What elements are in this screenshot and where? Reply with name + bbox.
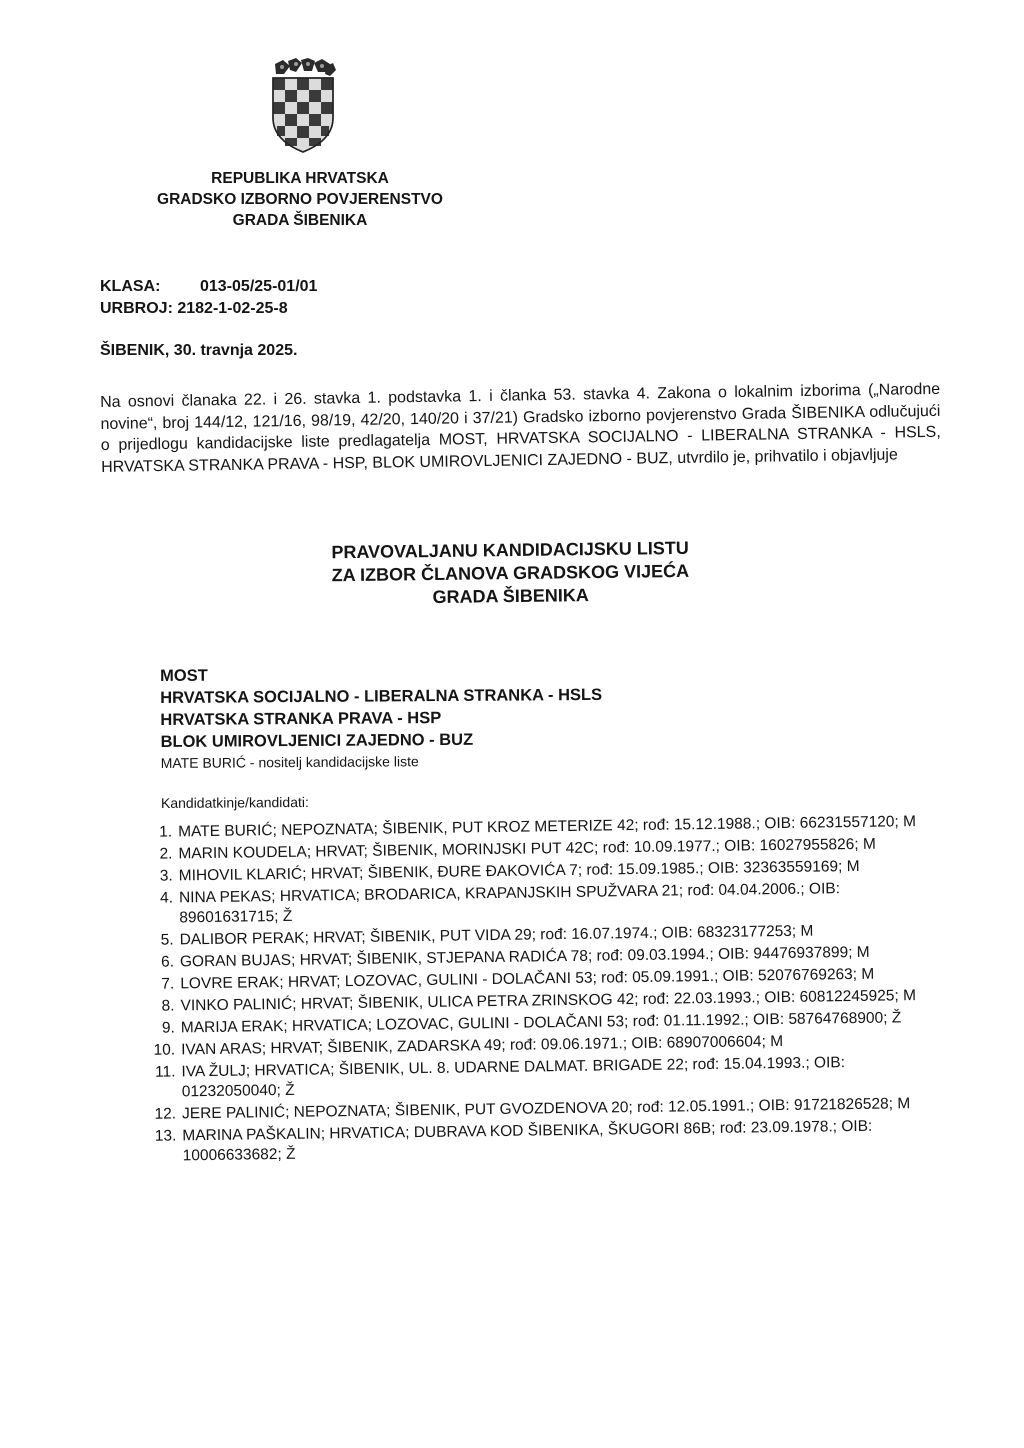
issuer-line-3: GRADA ŠIBENIKA: [232, 212, 368, 229]
candidate-number: 3.: [159, 867, 173, 885]
urbroj-label: URBROJ:: [100, 300, 173, 317]
candidate-entry: JERE PALINIĆ; NEPOZNATA; ŠIBENIK, PUT GVOZDENOVA 20; rođ: 12.05.1991.; OIB: 91721826528; M: [181, 1095, 911, 1123]
candidate-number: 13.: [154, 1127, 177, 1145]
issuer-line-2: GRADSKO IZBORNO POVJERENSTVO: [157, 191, 443, 208]
candidate-entry: GORAN BUJAS; HRVAT; ŠIBENIK, STJEPANA RADIĆA 78; rođ: 09.03.1994.; OIB: 94476937899; M: [179, 943, 870, 971]
candidate-entry: IVA ŽULJ; HRVATICA; ŠIBENIK, UL. 8. UDARNE DALMAT. BRIGADE 22; rođ: 15.04.1993.; OIB: 01232050040; Ž: [181, 1054, 846, 1101]
candidate-number: 5.: [160, 931, 174, 949]
candidates-heading: Kandidatkinje/kandidati:: [160, 793, 309, 811]
candidates-list: [136, 812, 941, 1169]
candidate-number: 11.: [154, 1063, 176, 1081]
candidate-number: 10.: [153, 1041, 176, 1059]
candidate-number: 1.: [159, 823, 173, 841]
list-holder: MATE BURIĆ - nositelj kandidacijske liste: [160, 753, 419, 771]
candidate-entry: VINKO PALINIĆ; HRVAT; ŠIBENIK, ULICA PETRA ZRINSKOG 42; rođ: 22.03.1993.; OIB: 60812245925; M: [180, 987, 917, 1015]
party-name: BLOK UMIROVLJENICI ZAJEDNO - BUZ: [160, 730, 474, 751]
candidate-number: 4.: [159, 889, 174, 907]
candidate-entry: NINA PEKAS; HRVATICA; BRODARICA, KRAPANJSKIH SPUŽVARA 21; rođ: 04.04.2006.; OIB: 89601631715; Ž: [178, 880, 841, 927]
party-name: HRVATSKA STRANKA PRAVA - HSP: [160, 709, 442, 729]
title-line-3: GRADA ŠIBENIKA: [432, 585, 589, 608]
proposer-block: [160, 661, 761, 813]
candidate-entry: LOVRE ERAK; HRVAT; LOZOVAC, GULINI - DOLAČANI 53; rođ: 05.09.1991.; OIB: 52076769263; M: [180, 965, 875, 993]
candidate-number: 6.: [160, 953, 175, 971]
title-line-1: PRAVOVALJANU KANDIDACIJSKU LISTU: [331, 537, 689, 563]
candidate-entry: MIHOVIL KLARIĆ; HRVAT; ŠIBENIK, ĐURE ĐAKOVIĆA 7; rođ: 15.09.1985.; OIB: 32363559169; M: [178, 857, 860, 885]
candidate-number: 8.: [161, 997, 175, 1015]
candidate-number: 9.: [161, 1019, 175, 1037]
candidate-entry: MARIJA ERAK; HRVATICA; LOZOVAC, GULINI - DOLAČANI 53; rođ: 01.11.1992.; OIB: 58764768900; Ž: [180, 1009, 902, 1037]
issuer-header: [100, 168, 500, 231]
candidate-number: 12.: [154, 1105, 177, 1123]
place-date: ŠIBENIK, 30. travnja 2025.: [100, 342, 298, 359]
candidate-number: 7.: [161, 975, 175, 993]
candidate-number: 2.: [159, 845, 173, 863]
title-line-2: ZA IZBOR ČLANOVA GRADSKOG VIJEĆA: [331, 560, 690, 586]
candidate-entry: MARIN KOUDELA; HRVAT; ŠIBENIK, MORINJSKI PUT 42C; rođ: 10.09.1977.; OIB: 16027955826; M: [178, 835, 877, 863]
urbroj-line: [100, 298, 288, 320]
klasa-line: [100, 276, 317, 298]
coat-of-arms-icon: [268, 58, 338, 153]
candidate-entry: MATE BURIĆ; NEPOZNATA; ŠIBENIK, PUT KROZ METERIZE 42; rođ: 15.12.1988.; OIB: 66231557120; M: [178, 813, 917, 841]
klasa-label: KLASA:: [100, 278, 161, 295]
intro-paragraph: Na osnovi članaka 22. i 26. stavka 1. podstavka 1. i članka 53. stavka 4. Zakona o lokalnim izborima („Narodne novine“, broj 144/12, 121/16, 98/19, 42/20, 140/20 i 37/21) Gradsko izborno povjerenstvo Grada ŠIBENIKA odlučujući o prijedlogu kandidacijske liste predlagatelja MOST, HRVATSKA SOCIJALNO - LIBERALNA STRANKA - HSLS, HRVATSKA STRANKA PRAVA - HSP, BLOK UMIROVLJENICI ZAJEDNO - BUZ, utvrdilo je, prihvatilo i objavljuje: [100, 380, 941, 476]
candidate-entry: MARINA PAŠKALIN; HRVATICA; DUBRAVA KOD ŠIBENIKA, ŠKUGORI 86B; rođ: 23.09.1978.; OIB: 10006633682; Ž: [182, 1117, 873, 1165]
list-item: [140, 1116, 940, 1167]
party-name: MOST: [160, 666, 208, 685]
candidate-entry: IVAN ARAS; HRVAT; ŠIBENIK, ZADARSKA 49; rođ: 09.06.1971.; OIB: 68907006604; M: [181, 1032, 784, 1059]
urbroj-value: 2182-1-02-25-8: [177, 300, 288, 317]
party-name: HRVATSKA SOCIJALNO - LIBERALNA STRANKA - HSLS: [160, 685, 603, 707]
document-title: [270, 536, 751, 611]
candidate-entry: DALIBOR PERAK; HRVAT; ŠIBENIK, PUT VIDA 29; rođ: 16.07.1974.; OIB: 68323177253; M: [179, 922, 814, 949]
issuer-line-1: REPUBLIKA HRVATSKA: [211, 170, 389, 187]
klasa-value: 013-05/25-01/01: [200, 278, 318, 295]
